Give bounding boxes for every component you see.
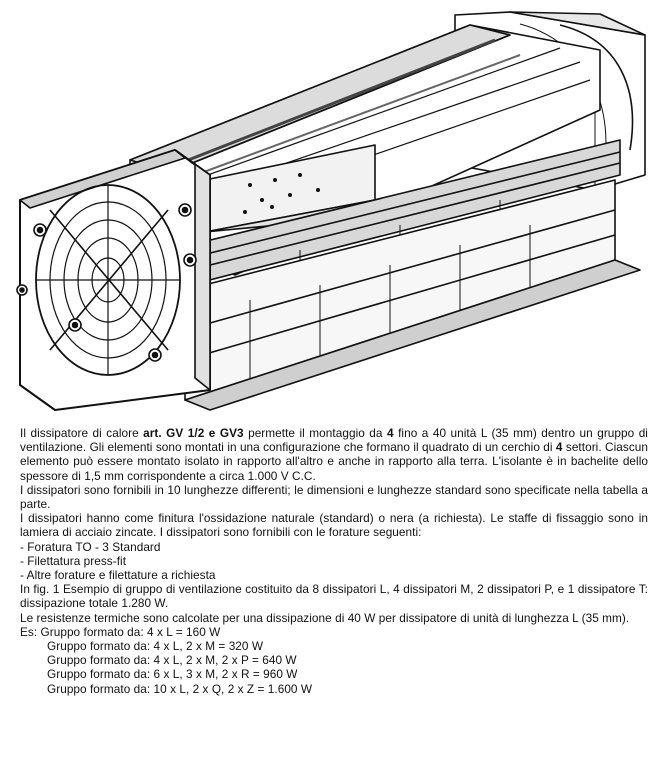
lengths-paragraph: I dissipatori sono fornibili in 10 lunghezze differenti; le dimensioni e lunghezze standard sono specificate nella tabella a parte.: [20, 482, 648, 512]
article-code: art. GV 1/2 e GV3: [143, 426, 244, 440]
example-line: Gruppo formato da: 6 x L, 3 x M, 2 x R = 960 W: [47, 667, 298, 682]
bullet-item: - Altre forature e filettature a richiesta: [20, 568, 216, 583]
thermal-resistance-note: Le resistenze termiche sono calcolate per una dissipazione di 40 W per dissipatore di unità di lunghezza L (35 mm).: [20, 610, 630, 625]
bullet-item: - Foratura TO - 3 Standard: [20, 539, 161, 554]
finish-paragraph: I dissipatori hanno come finitura l'ossidazione naturale (standard) o nera (a richiesta). Le staffe di fissaggio sono in lamiera di acciaio zincate. I dissipatori sono fornibili con le forature seguenti:: [20, 511, 648, 540]
figure-note: In fig. 1 Esempio di gruppo di ventilazione costituito da 8 dissipatori L, 4 dissipatori M, 2 dissipatori P, e 1 dissipatore T: dissipazione totale 1.280 W.: [20, 582, 648, 611]
bullet-item: - Filettatura press-fit: [20, 553, 127, 568]
example-line: Es: Gruppo formato da: 4 x L = 160 W: [20, 624, 221, 639]
description-text: [20, 426, 648, 696]
example-line: Gruppo formato da: 4 x L, 2 x M, 2 x P = 640 W: [47, 653, 297, 668]
example-line: Gruppo formato da: 4 x L, 2 x M = 320 W: [47, 639, 264, 654]
fan-grille: [36, 185, 180, 375]
example-line: Gruppo formato da: 10 x L, 2 x Q, 2 x Z = 1.600 W: [47, 681, 313, 696]
intro-paragraph: Il dissipatore di calore art. GV 1/2 e GV3 permette il montaggio da 4 fino a 40 unità L (35 mm) dentro un gruppo di ventilazione. Gli elementi sono montati in una configurazione che formano il quadrato di un cerchio di 4 settori. Ciascun elemento può essere montato isolato in rapporto all'altro e anche in rapporto alla terra. L'isolante è in bachelite dello spessore di 1,5 mm corrispondente a circa 1.000 V C.C.: [20, 426, 648, 483]
front-fan-frame: [17, 150, 210, 410]
